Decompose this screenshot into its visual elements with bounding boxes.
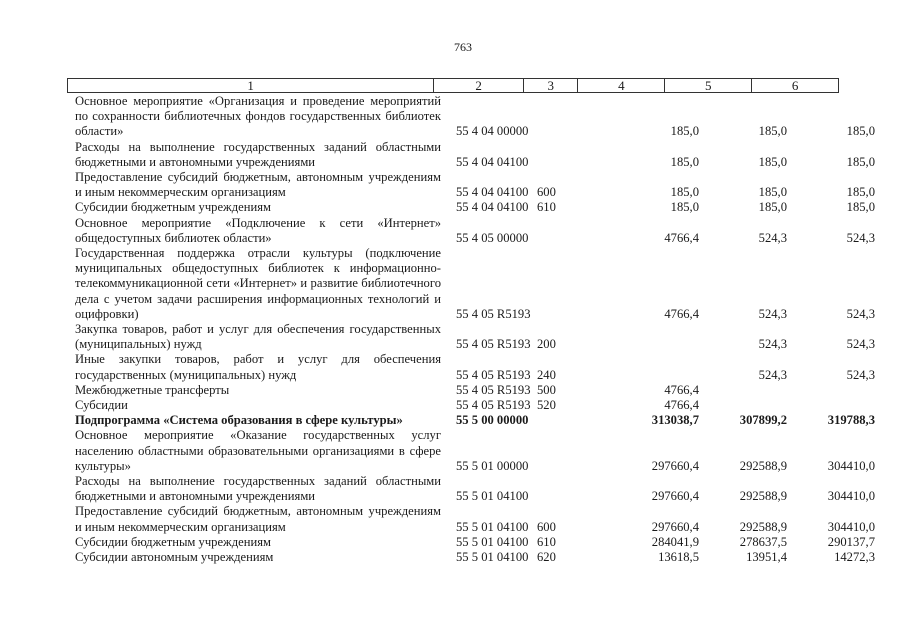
row-value-col4: 297660,4 (651, 489, 699, 504)
row-value-col6: 185,0 (846, 185, 875, 200)
row-value-col5: 278637,5 (739, 534, 787, 549)
table-row (75, 550, 875, 565)
row-value-col5: 292588,9 (739, 489, 787, 504)
row-value-col4: 284041,9 (651, 534, 699, 549)
row-value-col6: 185,0 (846, 200, 875, 215)
table-row (75, 200, 875, 215)
row-value-col6: 524,3 (846, 367, 875, 382)
table-row (75, 352, 875, 382)
row-code: 55 4 04 04100 (456, 200, 529, 215)
header-col-5: 5 (665, 79, 752, 92)
row-description: Субсидии бюджетным учреждениям (75, 200, 271, 215)
row-code: 55 4 05 R5193 (456, 367, 531, 382)
row-expense-type: 600 (537, 185, 556, 200)
row-description: Государственная поддержка отрасли культуры (подключение муниципальных общедоступных библиотек к информационно-телекоммуникационной сети «Интернет» и развитие библиотечного дела с учетом задачи расширения информационных технологий и оцифровки) (75, 246, 441, 321)
row-code: 55 4 04 00000 (456, 124, 529, 139)
row-value-col5: 307899,2 (739, 413, 787, 428)
row-value-col6: 14272,3 (834, 550, 875, 565)
row-value-col6: 185,0 (846, 154, 875, 169)
row-description: Предоставление субсидий бюджетным, автономным учреждениям и иным некоммерческим организациям (75, 170, 441, 200)
row-description: Иные закупки товаров, работ и услуг для обеспечения государственных (муниципальных) нужд (75, 352, 441, 382)
row-code: 55 4 05 R5193 (456, 306, 531, 321)
row-code: 55 5 00 00000 (456, 413, 529, 428)
row-value-col5: 292588,9 (739, 458, 787, 473)
row-code: 55 5 01 04100 (456, 534, 529, 549)
row-description: Основное мероприятие «Организация и проведение мероприятий по сохранности библиотечных фондов государственных библиотек области» (75, 94, 441, 139)
table-row (75, 474, 875, 504)
row-value-col5: 524,3 (758, 306, 787, 321)
row-description: Закупка товаров, работ и услуг для обеспечения государственных (муниципальных) нужд (75, 322, 441, 352)
row-value-col4: 185,0 (670, 185, 699, 200)
row-description: Основное мероприятие «Оказание государственных услуг населению областными образовательными организациями в сфере культуры» (75, 428, 441, 473)
row-value-col5: 185,0 (758, 154, 787, 169)
row-description: Расходы на выполнение государственных заданий областными бюджетными и автономными учреждениями (75, 139, 441, 169)
row-value-col5: 185,0 (758, 124, 787, 139)
row-code: 55 5 01 00000 (456, 458, 529, 473)
row-code: 55 5 01 04100 (456, 489, 529, 504)
row-value-col4: 4766,4 (664, 398, 699, 413)
table-row (75, 170, 875, 200)
row-value-col6: 185,0 (846, 124, 875, 139)
row-description: Субсидии бюджетным учреждениям (75, 534, 271, 549)
table-row (75, 216, 875, 246)
row-value-col6: 524,3 (846, 230, 875, 245)
row-value-col4: 13618,5 (658, 550, 699, 565)
row-description: Субсидии (75, 398, 128, 413)
row-expense-type: 620 (537, 550, 556, 565)
row-value-col4: 185,0 (670, 124, 699, 139)
row-code: 55 4 05 R5193 (456, 398, 531, 413)
row-description: Расходы на выполнение государственных заданий областными бюджетными и автономными учреждениями (75, 474, 441, 504)
row-value-col6: 304410,0 (827, 489, 875, 504)
row-value-col5: 524,3 (758, 337, 787, 352)
row-value-col4: 185,0 (670, 200, 699, 215)
row-value-col4: 185,0 (670, 154, 699, 169)
row-description: Предоставление субсидий бюджетным, автономным учреждениям и иным некоммерческим организациям (75, 504, 441, 534)
row-value-col5: 292588,9 (739, 519, 787, 534)
row-description: Подпрограмма «Система образования в сфере культуры» (75, 413, 403, 428)
row-value-col5: 185,0 (758, 185, 787, 200)
header-col-1: 1 (68, 79, 434, 92)
table-row (75, 504, 875, 534)
row-value-col6: 524,3 (846, 337, 875, 352)
row-code: 55 5 01 04100 (456, 519, 529, 534)
header-col-2: 2 (434, 79, 524, 92)
row-code: 55 4 04 04100 (456, 154, 529, 169)
row-description: Основное мероприятие «Подключение к сети «Интернет» общедоступных библиотек области» (75, 215, 441, 245)
table-row (75, 535, 875, 550)
row-value-col6: 290137,7 (827, 534, 875, 549)
row-value-col4: 297660,4 (651, 458, 699, 473)
table-body (75, 94, 875, 565)
header-col-4: 4 (578, 79, 665, 92)
header-col-6: 6 (791, 78, 799, 93)
row-value-col6: 304410,0 (827, 519, 875, 534)
row-value-col5: 524,3 (758, 367, 787, 382)
table-row (75, 140, 875, 170)
table-row (75, 383, 875, 398)
table-header (67, 78, 839, 93)
row-value-col4: 4766,4 (664, 230, 699, 245)
header-col-3: 3 (524, 79, 578, 92)
row-code: 55 5 01 04100 (456, 550, 529, 565)
row-expense-type: 200 (537, 337, 556, 352)
table-row (75, 413, 875, 428)
row-expense-type: 500 (537, 382, 556, 397)
row-value-col6: 524,3 (846, 306, 875, 321)
row-value-col6: 319788,3 (827, 413, 875, 428)
row-expense-type: 610 (537, 534, 556, 549)
row-code: 55 4 05 R5193 (456, 337, 531, 352)
row-description: Субсидии автономным учреждениям (75, 550, 274, 565)
row-value-col4: 4766,4 (664, 306, 699, 321)
row-expense-type: 520 (537, 398, 556, 413)
row-value-col4: 4766,4 (664, 382, 699, 397)
table-row (75, 398, 875, 413)
table-row (75, 322, 875, 352)
row-value-col5: 13951,4 (746, 550, 787, 565)
row-value-col6: 304410,0 (827, 458, 875, 473)
page-number: 763 (454, 40, 472, 54)
row-value-col5: 185,0 (758, 200, 787, 215)
row-expense-type: 240 (537, 367, 556, 382)
row-code: 55 4 05 R5193 (456, 382, 531, 397)
row-code: 55 4 05 00000 (456, 230, 529, 245)
row-description: Межбюджетные трансферты (75, 382, 230, 397)
row-value-col4: 313038,7 (651, 413, 699, 428)
row-value-col5: 524,3 (758, 230, 787, 245)
table-row (75, 428, 875, 474)
row-expense-type: 610 (537, 200, 556, 215)
table-row (75, 246, 875, 322)
table-row (75, 94, 875, 140)
row-code: 55 4 04 04100 (456, 185, 529, 200)
row-value-col4: 297660,4 (651, 519, 699, 534)
row-expense-type: 600 (537, 519, 556, 534)
